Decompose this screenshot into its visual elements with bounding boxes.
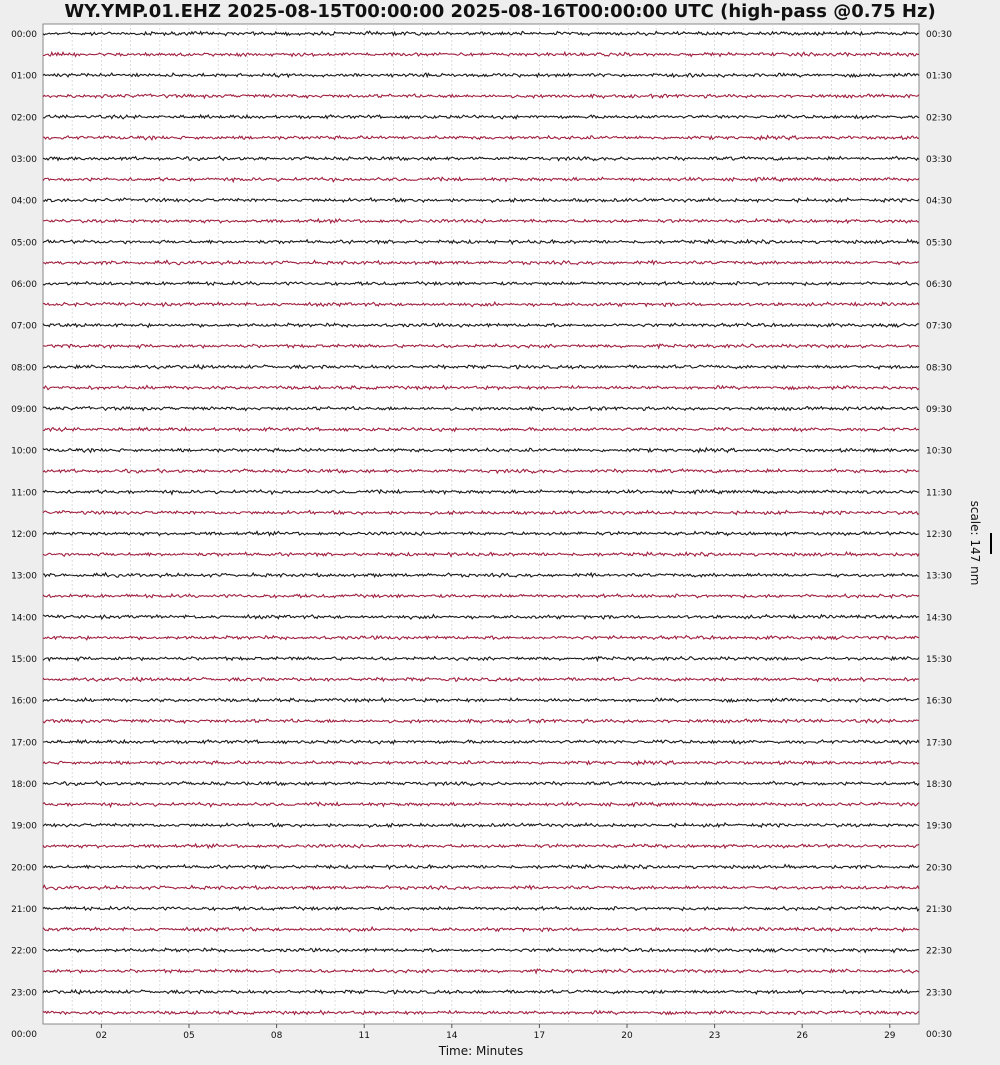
left-time-label: 07:00 <box>11 321 37 332</box>
right-time-label: 02:30 <box>926 113 952 124</box>
x-tick-label: 02 <box>95 1031 108 1041</box>
right-time-label: 08:30 <box>926 363 952 374</box>
right-time-label: 12:30 <box>926 530 952 540</box>
right-time-label: 16:30 <box>926 696 952 707</box>
left-time-label: 05:00 <box>11 238 37 249</box>
right-time-label: 10:30 <box>926 446 952 457</box>
left-time-label: 00:00 <box>11 1030 37 1040</box>
x-tick-label: 08 <box>270 1031 283 1041</box>
right-time-label: 20:30 <box>926 863 952 874</box>
left-time-label: 02:00 <box>11 113 37 124</box>
right-time-label: 23:30 <box>926 988 952 999</box>
left-time-label: 15:00 <box>11 655 37 665</box>
right-time-label: 00:30 <box>926 30 952 40</box>
left-time-label: 20:00 <box>11 863 37 874</box>
x-tick-label: 14 <box>446 1031 458 1041</box>
left-time-label: 13:00 <box>11 571 37 582</box>
left-time-label: 04:00 <box>11 196 37 207</box>
x-tick-label: 11 <box>358 1031 370 1041</box>
left-time-label: 23:00 <box>11 988 37 999</box>
left-time-label: 06:00 <box>11 280 37 290</box>
left-time-label: 03:00 <box>11 155 37 165</box>
right-time-label: 04:30 <box>926 196 952 207</box>
left-time-label: 17:00 <box>11 738 37 749</box>
left-time-label: 19:00 <box>11 821 37 832</box>
left-time-label: 08:00 <box>11 363 37 374</box>
left-time-label: 22:00 <box>11 946 37 957</box>
left-time-label: 09:00 <box>11 405 37 415</box>
left-time-label: 21:00 <box>11 905 37 915</box>
x-tick-label: 05 <box>183 1031 195 1041</box>
right-time-label: 05:30 <box>926 238 952 249</box>
right-time-label: 06:30 <box>926 280 952 290</box>
left-time-label: 14:00 <box>11 613 37 624</box>
right-time-label: 13:30 <box>926 571 952 582</box>
scale-bar <box>990 533 992 554</box>
right-time-label: 00:30 <box>926 1030 952 1040</box>
x-axis-label: Time: Minutes <box>438 1044 524 1058</box>
right-time-label: 18:30 <box>926 780 952 790</box>
right-time-label: 21:30 <box>926 905 952 915</box>
scale-label: scale: 147 nm <box>968 500 982 586</box>
right-time-label: 07:30 <box>926 321 952 332</box>
x-tick-label: 29 <box>884 1031 896 1041</box>
right-time-label: 15:30 <box>926 655 952 665</box>
x-tick-label: 26 <box>796 1031 808 1041</box>
right-time-label: 22:30 <box>926 946 952 957</box>
x-tick-label: 23 <box>708 1031 721 1041</box>
chart-title: WY.YMP.01.EHZ 2025-08-15T00:00:00 2025-08-16T00:00:00 UTC (high-pass @0.75 Hz) <box>64 1 936 22</box>
left-time-label: 11:00 <box>11 488 37 499</box>
right-time-label: 11:30 <box>926 488 952 499</box>
right-time-label: 09:30 <box>926 405 952 415</box>
right-time-label: 17:30 <box>926 738 952 749</box>
right-time-label: 19:30 <box>926 821 952 832</box>
left-time-label: 16:00 <box>11 696 37 707</box>
left-time-label: 01:00 <box>11 71 37 82</box>
left-time-label: 00:00 <box>11 30 37 40</box>
left-time-label: 12:00 <box>11 530 37 540</box>
right-time-label: 14:30 <box>926 613 952 624</box>
left-time-label: 10:00 <box>11 446 37 457</box>
x-tick-label: 17 <box>533 1031 546 1041</box>
right-time-label: 03:30 <box>926 155 952 165</box>
x-tick-label: 20 <box>621 1031 633 1041</box>
right-time-label: 01:30 <box>926 71 952 82</box>
left-time-label: 18:00 <box>11 780 37 790</box>
